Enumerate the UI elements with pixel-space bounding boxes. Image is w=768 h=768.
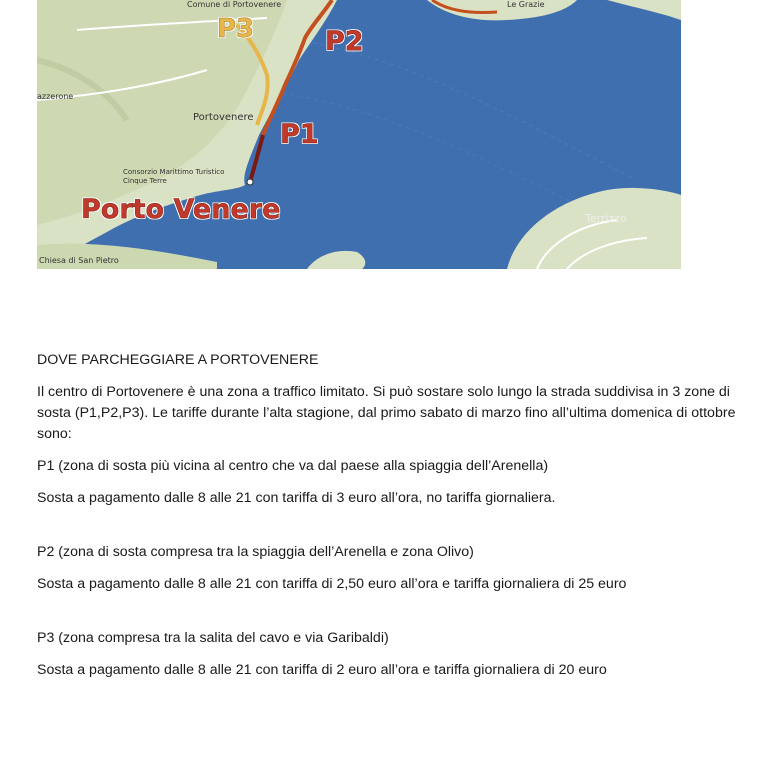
map-label-p2: P2 — [325, 26, 364, 57]
section-heading: DOVE PARCHEGGIARE A PORTOVENERE — [37, 352, 319, 368]
map-label-top-right: Le Grazie — [507, 0, 545, 9]
map-label-town: Porto Venere — [81, 194, 281, 225]
zone-p1-detail: Sosta a pagamento dalle 8 alle 21 con tariffa di 3 euro all’ora, no tariffa giornaliera. — [37, 490, 556, 506]
map-label-left: azzerone — [37, 92, 74, 101]
spacer — [37, 520, 762, 542]
intro-paragraph: Il centro di Portovenere è una zona a traffico limitato. Si può sostare solo lungo la strada suddivisa in 3 zone di sosta (P1,P2,P3). Le tariffe durante l’alta stagione, dal primo sabato di marzo fino all’ultima domenica di ottobre sono: — [37, 384, 736, 442]
spacer — [37, 606, 762, 628]
zone-p2-title: P2 (zona di sosta compresa tra la spiaggia dell’Arenella e zona Olivo) — [37, 544, 474, 560]
zone-p1-title: P1 (zona di sosta più vicina al centro che va dal paese alla spiaggia dell’Arenella) — [37, 458, 549, 474]
map-label-p3: P3 — [217, 14, 255, 44]
map-label-portovenere-small: Portovenere — [193, 112, 254, 123]
zone-p2-detail: Sosta a pagamento dalle 8 alle 21 con tariffa di 2,50 euro all’ora e tariffa giornaliera di 25 euro — [37, 576, 627, 592]
map-label-p1: P1 — [280, 119, 319, 150]
map-label-chiesa: Chiesa di San Pietro — [39, 256, 119, 265]
zone-p3-detail: Sosta a pagamento dalle 8 alle 21 con tariffa di 2 euro all’ora e tariffa giornaliera di 20 euro — [37, 662, 607, 678]
map-label-terrizzo: Terrizzo — [585, 212, 627, 225]
parking-map-image — [37, 0, 681, 269]
map-label-consorzio: Consorzio Marittimo Turistico Cinque Terre — [123, 168, 225, 185]
zone-p3-title: P3 (zona compresa tra la salita del cavo e via Garibaldi) — [37, 630, 389, 646]
document-body — [37, 350, 762, 692]
map-label-top-left: Comune di Portovenere — [187, 0, 282, 9]
